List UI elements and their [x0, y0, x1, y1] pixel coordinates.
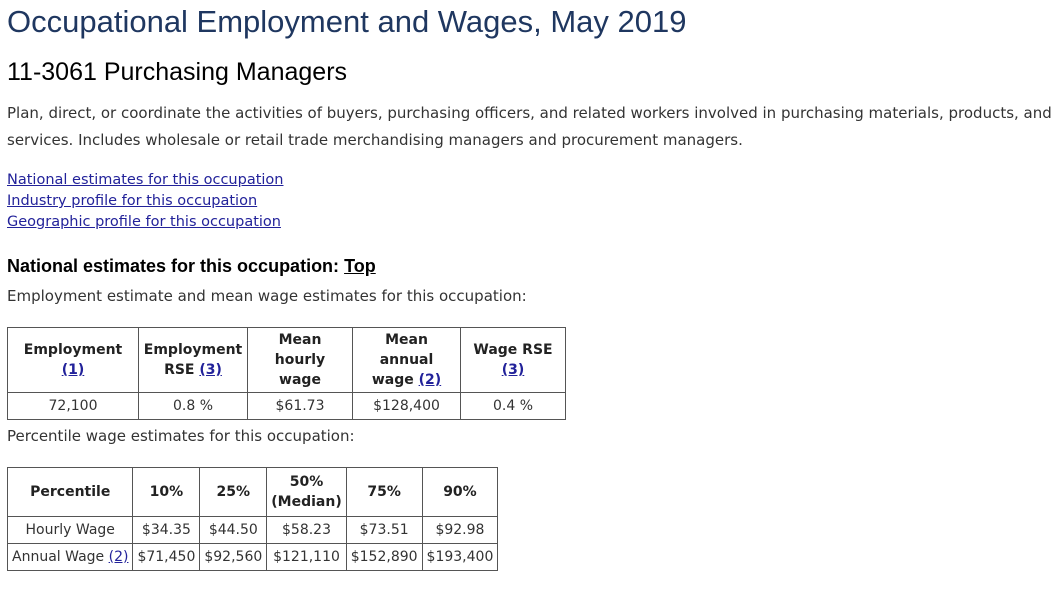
footnote-1-link[interactable]: (1)	[61, 362, 85, 378]
annual-wage-label: Annual Wage (2)	[8, 544, 133, 571]
wage-rse-value: 0.4 %	[461, 393, 566, 420]
annual-p50: $121,110	[267, 544, 346, 571]
footnote-2-link[interactable]: (2)	[418, 372, 442, 388]
mean-hourly-value: $61.73	[248, 393, 353, 420]
percentile-table	[7, 467, 498, 571]
annual-p75: $152,890	[346, 544, 422, 571]
hourly-p25: $44.50	[200, 517, 267, 544]
p25-header: 25%	[200, 468, 267, 517]
hourly-wage-label: Hourly Wage	[8, 517, 133, 544]
employment-rse-header: Employment RSE (3)	[139, 328, 248, 393]
page-title: Occupational Employment and Wages, May 2019	[7, 4, 687, 39]
p50-header: 50% (Median)	[267, 468, 346, 517]
employment-rse-value: 0.8 %	[139, 393, 248, 420]
geographic-profile-link[interactable]: Geographic profile for this occupation	[7, 214, 281, 230]
footnote-3-link[interactable]: (3)	[501, 362, 525, 378]
employment-value: 72,100	[8, 393, 139, 420]
wage-rse-header: Wage RSE (3)	[461, 328, 566, 393]
national-estimates-link[interactable]: National estimates for this occupation	[7, 172, 284, 188]
hourly-p75: $73.51	[346, 517, 422, 544]
footnote-3-link[interactable]: (3)	[199, 362, 222, 378]
employment-header: Employment (1)	[8, 328, 139, 393]
table-row	[8, 544, 498, 571]
annual-p90: $193,400	[422, 544, 498, 571]
employment-intro: Employment estimate and mean wage estimates for this occupation:	[7, 287, 527, 305]
table-header-row	[8, 328, 566, 393]
national-estimates-heading-text: National estimates for this occupation:	[7, 256, 340, 276]
percentile-intro: Percentile wage estimates for this occupation:	[7, 427, 355, 445]
annual-p25: $92,560	[200, 544, 267, 571]
mean-annual-value: $128,400	[353, 393, 461, 420]
profile-links	[7, 170, 283, 233]
hourly-p50: $58.23	[267, 517, 346, 544]
table-row	[8, 393, 566, 420]
table-header-row	[8, 468, 498, 517]
top-link[interactable]: Top	[344, 256, 376, 276]
p10-header: 10%	[133, 468, 200, 517]
industry-profile-link[interactable]: Industry profile for this occupation	[7, 193, 258, 209]
mean-annual-header: Mean annual wage (2)	[353, 328, 461, 393]
employment-table	[7, 327, 566, 420]
hourly-p10: $34.35	[133, 517, 200, 544]
national-estimates-heading	[7, 256, 376, 277]
annual-p10: $71,450	[133, 544, 200, 571]
table-row	[8, 517, 498, 544]
p75-header: 75%	[346, 468, 422, 517]
hourly-p90: $92.98	[422, 517, 498, 544]
percentile-header: Percentile	[8, 468, 133, 517]
footnote-2-link[interactable]: (2)	[108, 549, 129, 565]
mean-hourly-header: Mean hourly wage	[248, 328, 353, 393]
occupation-title: 11-3061 Purchasing Managers	[7, 58, 348, 86]
occupation-description: Plan, direct, or coordinate the activities of buyers, purchasing officers, and related workers involved in purchasing materials, products, and services. Includes wholesale or retail trade merchandising managers and procurement managers.	[7, 104, 1052, 149]
p90-header: 90%	[422, 468, 498, 517]
